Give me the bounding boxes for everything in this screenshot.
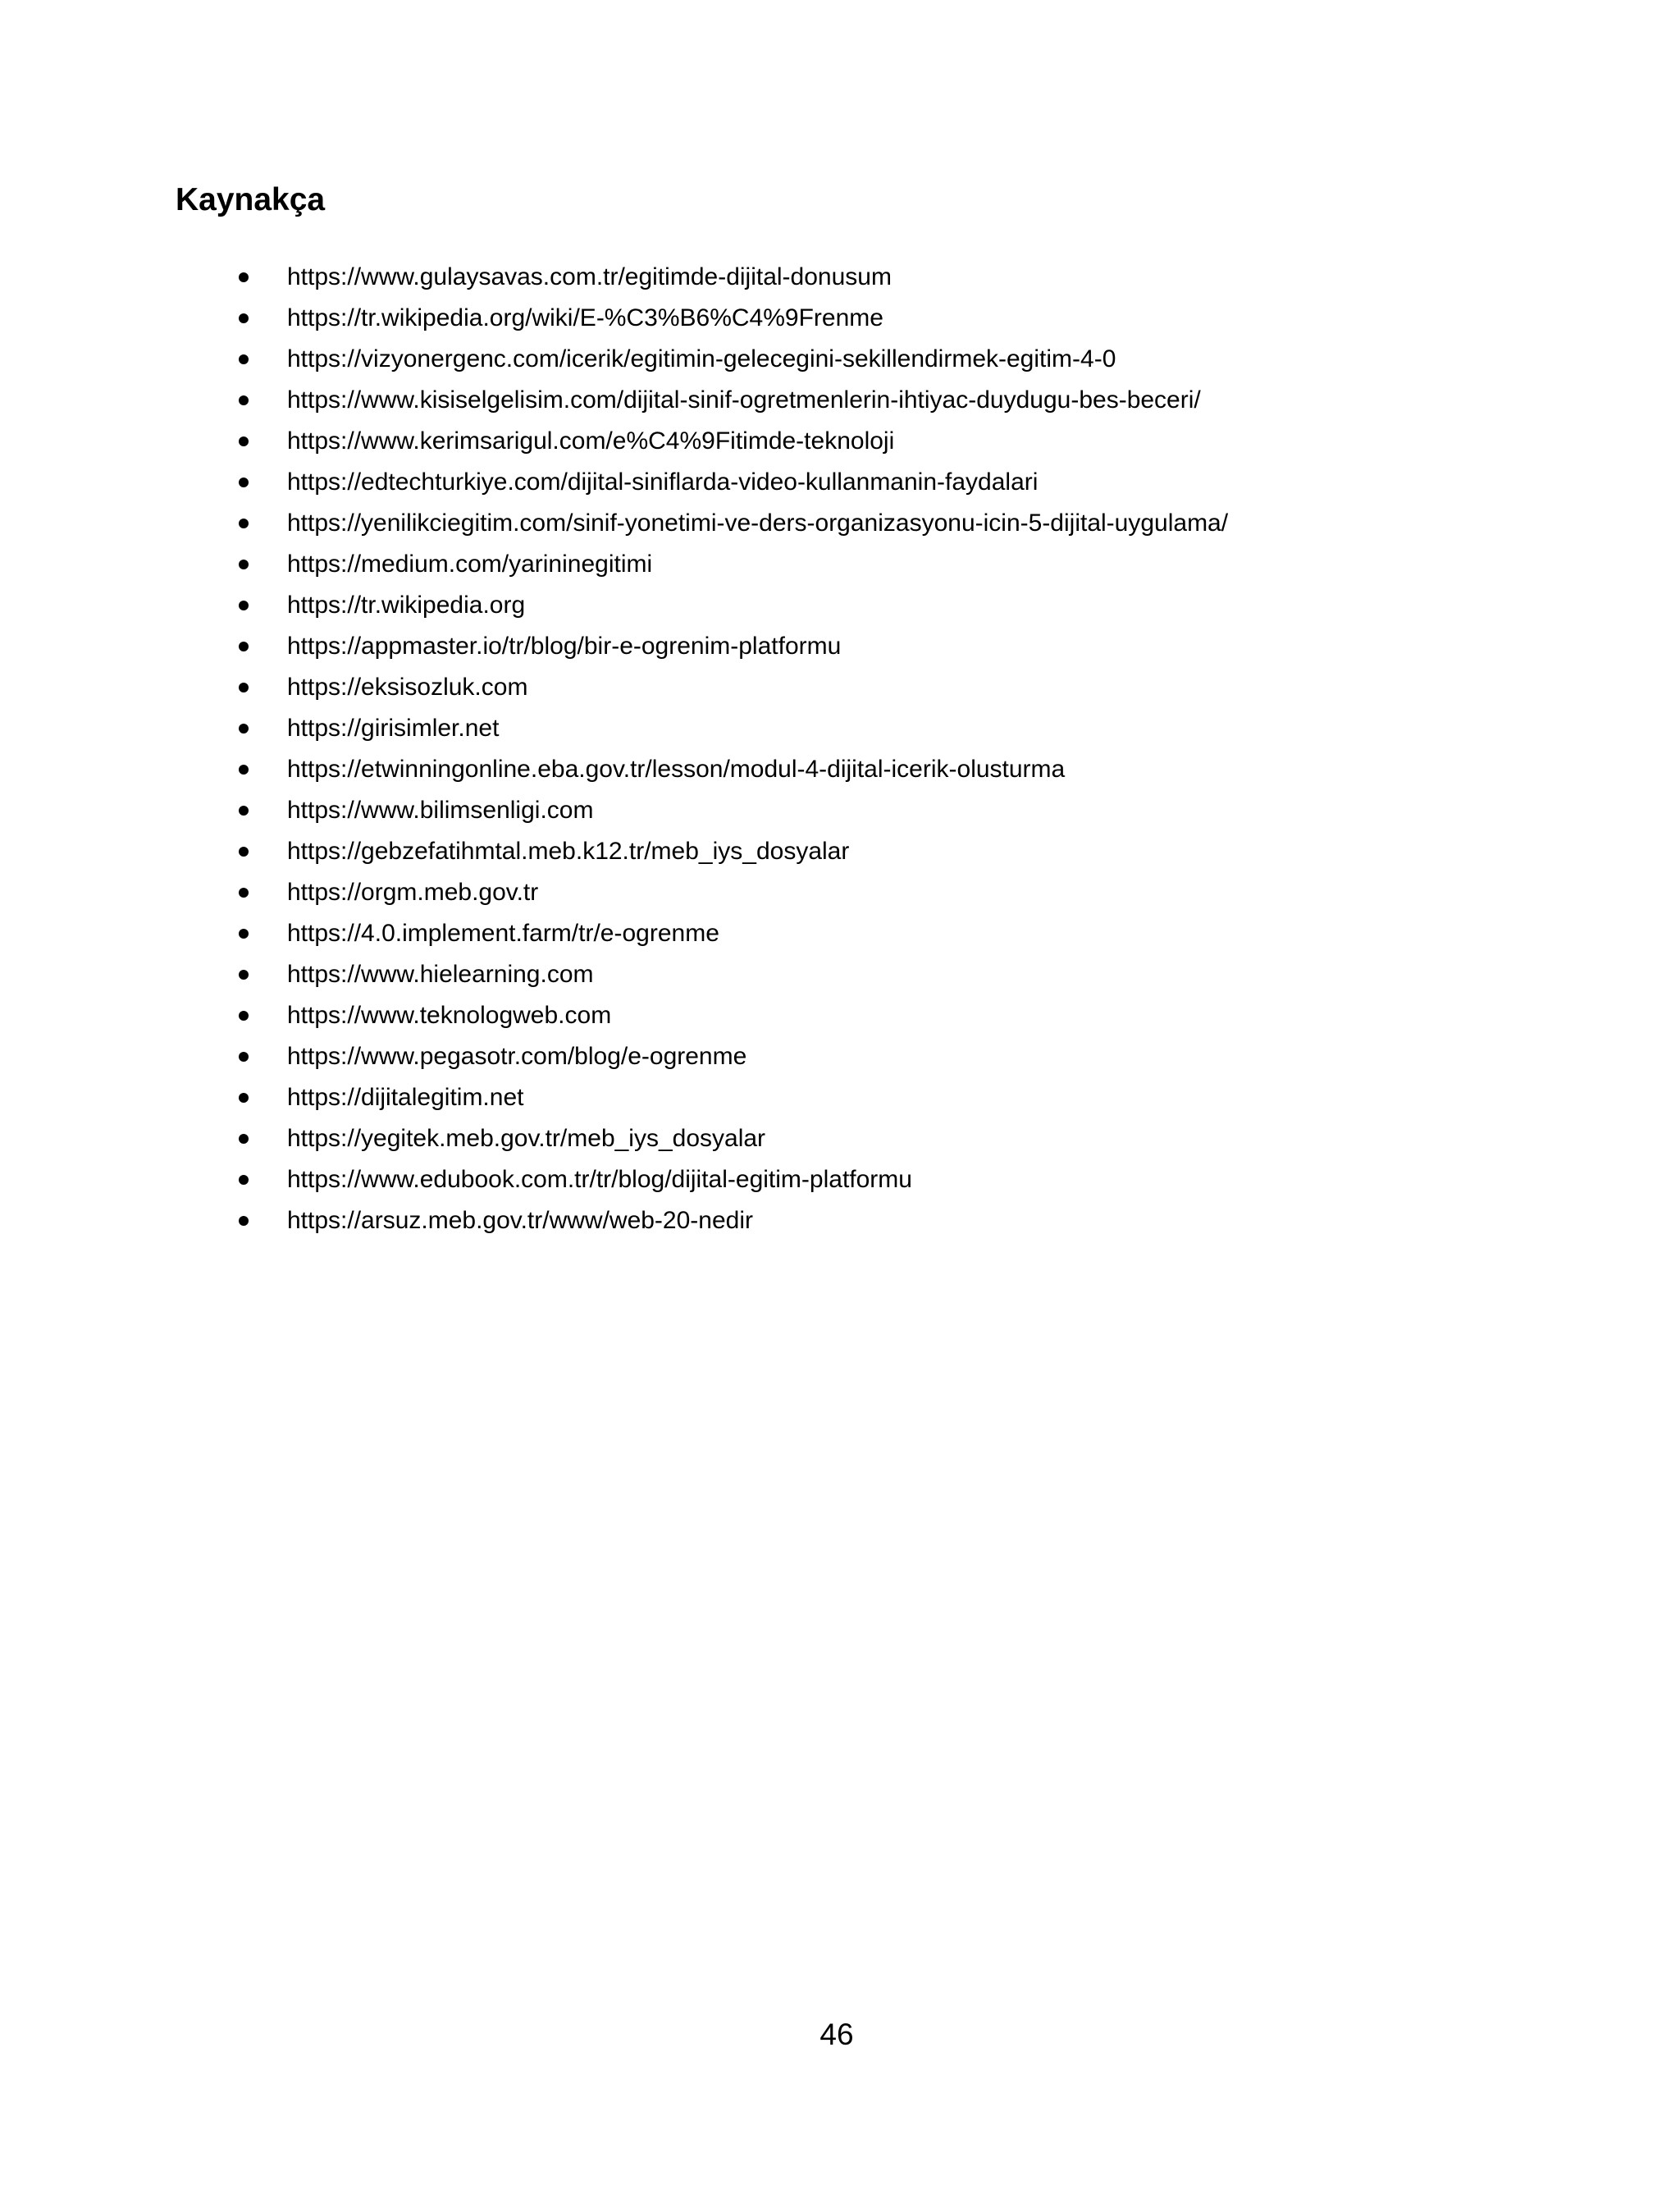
bullet-icon — [239, 519, 249, 528]
bullet-icon — [239, 313, 249, 323]
reference-url: https://www.kisiselgelisim.com/dijital-sinif-ogretmenlerin-ihtiyac-duydugu-bes-beceri/ — [287, 386, 1201, 414]
bullet-icon — [239, 1175, 249, 1185]
bullet-icon — [239, 1052, 249, 1062]
bullet-icon — [239, 395, 249, 405]
reference-url: https://www.teknologweb.com — [287, 1002, 612, 1029]
reference-url: https://dijitalegitim.net — [287, 1084, 524, 1111]
bullet-icon — [239, 642, 249, 651]
reference-url: https://www.bilimsenligi.com — [287, 797, 594, 824]
reference-url: https://eksisozluk.com — [287, 674, 528, 701]
bullet-icon — [239, 354, 249, 364]
bullet-icon — [239, 560, 249, 569]
reference-url: https://vizyonergenc.com/icerik/egitimin-gelecegini-sekillendirmek-egitim-4-0 — [287, 345, 1116, 372]
reference-url: https://gebzefatihmtal.meb.k12.tr/meb_iys_dosyalar — [287, 838, 850, 865]
reference-url: https://tr.wikipedia.org — [287, 592, 526, 619]
bullet-icon — [239, 1134, 249, 1144]
reference-url: https://girisimler.net — [287, 715, 500, 742]
bullet-icon — [239, 1093, 249, 1103]
bullet-icon — [239, 847, 249, 857]
reference-url: https://orgm.meb.gov.tr — [287, 879, 539, 906]
bullet-icon — [239, 436, 249, 446]
reference-url: https://tr.wikipedia.org/wiki/E-%C3%B6%C4%9Frenme — [287, 304, 883, 331]
reference-url: https://www.edubook.com.tr/tr/blog/dijital-egitim-platformu — [287, 1166, 912, 1193]
reference-url: https://etwinningonline.eba.gov.tr/lesson/modul-4-dijital-icerik-olusturma — [287, 756, 1066, 783]
reference-url: https://appmaster.io/tr/blog/bir-e-ogrenim-platformu — [287, 633, 842, 660]
bullet-icon — [239, 601, 249, 610]
reference-url: https://medium.com/yarininegitimi — [287, 551, 653, 578]
reference-url: https://edtechturkiye.com/dijital-siniflarda-video-kullanmanin-faydalari — [287, 468, 1039, 496]
reference-url: https://www.gulaysavas.com.tr/egitimde-dijital-donusum — [287, 263, 892, 290]
reference-url: https://www.pegasotr.com/blog/e-ogrenme — [287, 1043, 747, 1070]
bullet-icon — [239, 683, 249, 692]
bullet-icon — [239, 478, 249, 487]
bullet-icon — [239, 888, 249, 898]
reference-url: https://yenilikciegitim.com/sinif-yonetimi-ve-ders-organizasyonu-icin-5-dijital-uygulama/ — [287, 510, 1229, 537]
bullet-icon — [239, 929, 249, 939]
reference-url: https://yegitek.meb.gov.tr/meb_iys_dosyalar — [287, 1125, 766, 1152]
page-number: 46 — [819, 2018, 854, 2051]
reference-url: https://www.hielearning.com — [287, 961, 594, 988]
bullet-icon — [239, 272, 249, 282]
bullet-icon — [239, 724, 249, 734]
reference-url: https://arsuz.meb.gov.tr/www/web-20-nedir — [287, 1207, 753, 1234]
bullet-icon — [239, 1216, 249, 1226]
reference-url: https://4.0.implement.farm/tr/e-ogrenme — [287, 920, 719, 947]
section-heading: Kaynakça — [176, 182, 326, 217]
bullet-icon — [239, 765, 249, 775]
reference-url: https://www.kerimsarigul.com/e%C4%9Fitimde-teknoloji — [287, 427, 895, 455]
bullet-icon — [239, 806, 249, 816]
bullet-icon — [239, 1011, 249, 1021]
bullet-icon — [239, 970, 249, 980]
